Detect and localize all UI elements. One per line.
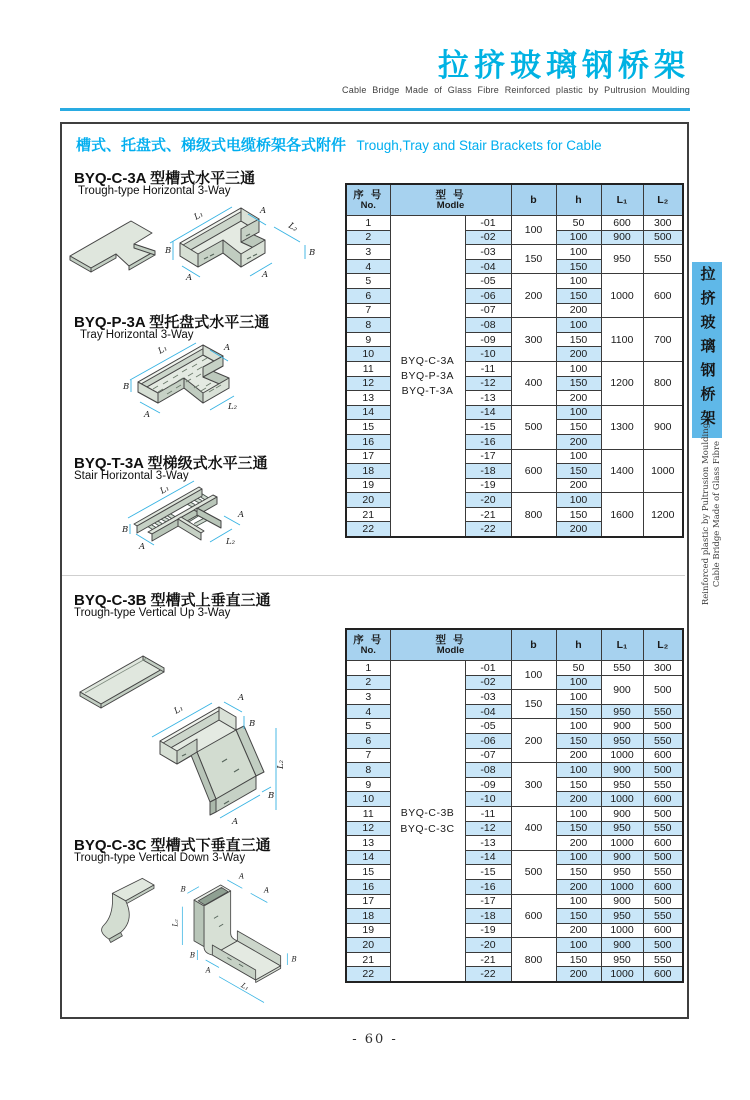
section-title-byq-c-3b: BYQ-C-3B 型槽式上垂直三通 (74, 592, 271, 609)
col-header-no: 序 号 No. (346, 184, 390, 216)
cell-b: 500 (511, 405, 556, 449)
cell-l1: 900 (601, 894, 643, 909)
cell-h: 50 (556, 661, 601, 676)
model-cell (390, 661, 465, 983)
cell-h: 200 (556, 303, 601, 318)
svg-text:A: A (186, 273, 193, 283)
cell-l1: 900 (601, 675, 643, 704)
cell-l2: 600 (643, 923, 683, 938)
sidebar-text-line1: Cable Bridge Made of Glass Fibre (712, 440, 722, 588)
cell-suffix: -20 (465, 938, 511, 953)
svg-text:L₂: L₂ (170, 919, 180, 927)
section-title-byq-p-3a: BYQ-P-3A 型托盘式水平三通 (74, 314, 270, 331)
cell-h: 150 (556, 420, 601, 435)
cell-suffix: -10 (465, 347, 511, 362)
cell-h: 150 (556, 288, 601, 303)
col-header-no: 序 号 No. (346, 629, 390, 661)
cell-suffix: -06 (465, 733, 511, 748)
cell-h: 100 (556, 493, 601, 508)
cell-l2: 550 (643, 733, 683, 748)
svg-text:A: A (144, 410, 151, 420)
cell-l2: 550 (643, 704, 683, 719)
cell-no: 18 (346, 909, 390, 924)
table-row (346, 661, 683, 676)
cell-h: 100 (556, 361, 601, 376)
isometric-drawing-tray-horizontal-3way (68, 334, 340, 446)
cell-suffix: -08 (465, 318, 511, 333)
cell-l1: 1200 (601, 361, 643, 405)
cell-h: 200 (556, 522, 601, 537)
section-subtitle-byq-c-3b: Trough-type Vertical Up 3-Way (74, 607, 231, 619)
cell-no: 17 (346, 449, 390, 464)
sidebar-tab-label: 拉挤玻璃钢桥架 (698, 266, 716, 434)
cell-h: 200 (556, 879, 601, 894)
cell-no: 19 (346, 923, 390, 938)
cell-no: 15 (346, 420, 390, 435)
cell-no: 5 (346, 719, 390, 734)
cell-l1: 950 (601, 733, 643, 748)
cell-l1: 1000 (601, 792, 643, 807)
cell-suffix: -03 (465, 690, 511, 705)
cell-h: 150 (556, 777, 601, 792)
cell-b: 600 (511, 449, 556, 493)
cell-l1: 1000 (601, 836, 643, 851)
cell-suffix: -07 (465, 748, 511, 763)
brand-subtitle-en: Cable Bridge Made of Glass Fibre Reinforced plastic by Pultrusion Moulding (342, 85, 690, 95)
cell-l1: 1000 (601, 923, 643, 938)
cell-no: 3 (346, 245, 390, 260)
cell-l1: 950 (601, 821, 643, 836)
cell-l2: 600 (643, 879, 683, 894)
section-divider (62, 575, 685, 576)
cell-suffix: -19 (465, 478, 511, 493)
cell-l1: 950 (601, 245, 643, 274)
cell-l1: 950 (601, 909, 643, 924)
cell-no: 10 (346, 347, 390, 362)
cell-no: 3 (346, 690, 390, 705)
cell-no: 2 (346, 675, 390, 690)
cell-no: 8 (346, 318, 390, 333)
cell-h: 50 (556, 216, 601, 231)
svg-text:A: A (238, 693, 245, 703)
cell-suffix: -12 (465, 821, 511, 836)
cell-no: 8 (346, 763, 390, 778)
cell-h: 150 (556, 733, 601, 748)
cell-no: 22 (346, 967, 390, 982)
cell-h: 100 (556, 894, 601, 909)
svg-text:B: B (180, 884, 186, 894)
cell-l1: 950 (601, 952, 643, 967)
cell-no: 14 (346, 850, 390, 865)
cell-no: 18 (346, 464, 390, 479)
cell-no: 1 (346, 661, 390, 676)
svg-text:B: B (249, 719, 256, 729)
section-subtitle-byq-t-3a: Stair Horizontal 3-Way (74, 470, 189, 482)
isometric-drawing-trough-horizontal-3way (62, 196, 342, 308)
sidebar-tab (692, 262, 722, 438)
cell-suffix: -05 (465, 274, 511, 289)
cell-no: 21 (346, 507, 390, 522)
cell-l2: 600 (643, 792, 683, 807)
cell-b: 150 (511, 690, 556, 719)
cell-l2: 600 (643, 274, 683, 318)
svg-text:L₁: L₁ (172, 703, 186, 717)
cell-l1: 600 (601, 216, 643, 231)
cell-h: 200 (556, 347, 601, 362)
elbow-piece-drawing (102, 878, 154, 942)
cell-suffix: -22 (465, 522, 511, 537)
cell-suffix: -08 (465, 763, 511, 778)
col-header-h: h (556, 184, 601, 216)
isometric-drawing-trough-vertical-down-3way (64, 860, 344, 1010)
svg-text:B: B (122, 525, 129, 535)
cell-suffix: -14 (465, 405, 511, 420)
col-header-b: b (511, 629, 556, 661)
cell-suffix: -11 (465, 806, 511, 821)
cell-suffix: -01 (465, 661, 511, 676)
cell-no: 11 (346, 806, 390, 821)
svg-text:B: B (291, 954, 297, 964)
dimension-lines (170, 871, 296, 1002)
cell-h: 100 (556, 806, 601, 821)
svg-text:B: B (123, 382, 130, 392)
cell-l2: 550 (643, 777, 683, 792)
cell-no: 10 (346, 792, 390, 807)
spec-table-horizontal-3way (345, 183, 684, 538)
cell-no: 16 (346, 879, 390, 894)
cell-h: 100 (556, 449, 601, 464)
svg-text:L₂: L₂ (286, 220, 300, 235)
brand-logo (342, 50, 690, 95)
svg-text:L₂: L₂ (226, 537, 236, 547)
svg-text:A: A (139, 542, 146, 552)
cell-l2: 600 (643, 748, 683, 763)
cell-h: 100 (556, 675, 601, 690)
col-header-b: b (511, 184, 556, 216)
cell-suffix: -12 (465, 376, 511, 391)
svg-text:A: A (238, 510, 245, 520)
cell-h: 200 (556, 748, 601, 763)
svg-text:B: B (189, 950, 196, 960)
cell-no: 7 (346, 303, 390, 318)
cell-l2: 500 (643, 850, 683, 865)
cell-l1: 900 (601, 230, 643, 245)
model-name: BYQ-C-3B (400, 807, 455, 820)
cell-l2: 1000 (643, 449, 683, 493)
table-header-row (346, 184, 683, 216)
cell-l1: 1000 (601, 967, 643, 982)
model-name: BYQ-P-3A (400, 370, 454, 382)
cell-suffix: -02 (465, 230, 511, 245)
cell-suffix: -16 (465, 879, 511, 894)
model-name: BYQ-C-3C (400, 822, 455, 835)
cell-h: 200 (556, 792, 601, 807)
cell-suffix: -20 (465, 493, 511, 508)
svg-text:A: A (264, 885, 270, 895)
cell-l1: 1100 (601, 318, 643, 362)
cell-l2: 1200 (643, 493, 683, 537)
cell-l2: 550 (643, 865, 683, 880)
cell-suffix: -21 (465, 507, 511, 522)
cell-l2: 500 (643, 675, 683, 704)
table-header-row (346, 629, 683, 661)
col-header-h: h (556, 629, 601, 661)
cell-l2: 550 (643, 909, 683, 924)
cell-suffix: -06 (465, 288, 511, 303)
cell-h: 200 (556, 923, 601, 938)
cell-suffix: -01 (465, 216, 511, 231)
ladder-tee-drawing (134, 487, 221, 541)
cell-h: 100 (556, 405, 601, 420)
cell-l1: 1000 (601, 879, 643, 894)
cell-h: 150 (556, 507, 601, 522)
model-cell (390, 216, 465, 538)
cell-no: 4 (346, 704, 390, 719)
cell-no: 5 (346, 274, 390, 289)
cell-h: 150 (556, 376, 601, 391)
model-name: BYQ-C-3A (400, 354, 455, 367)
svg-text:L₂: L₂ (228, 402, 238, 412)
cell-no: 1 (346, 216, 390, 231)
cell-suffix: -19 (465, 923, 511, 938)
cell-h: 150 (556, 952, 601, 967)
cell-suffix: -16 (465, 434, 511, 449)
cell-b: 100 (511, 216, 556, 245)
cover-plate-drawing (70, 221, 155, 272)
cell-suffix: -15 (465, 420, 511, 435)
page-number: - 60 - (352, 1032, 398, 1047)
cell-no: 6 (346, 733, 390, 748)
cell-l2: 800 (643, 361, 683, 405)
header-rule (60, 108, 690, 111)
svg-text:A: A (239, 871, 245, 881)
cell-suffix: -09 (465, 777, 511, 792)
cell-h: 200 (556, 967, 601, 982)
cell-l2: 550 (643, 952, 683, 967)
section-title-byq-c-3c: BYQ-C-3C 型槽式下垂直三通 (74, 837, 271, 854)
cell-l2: 300 (643, 216, 683, 231)
cell-h: 100 (556, 274, 601, 289)
svg-text:A: A (262, 270, 269, 280)
cell-h: 150 (556, 821, 601, 836)
cell-b: 100 (511, 661, 556, 690)
cell-no: 20 (346, 493, 390, 508)
cell-suffix: -11 (465, 361, 511, 376)
cell-l1: 900 (601, 938, 643, 953)
cell-no: 21 (346, 952, 390, 967)
cell-no: 6 (346, 288, 390, 303)
col-header-l1: L₁ (601, 629, 643, 661)
cell-h: 100 (556, 690, 601, 705)
svg-text:A: A (260, 206, 267, 216)
brand-title-cn: 拉挤玻璃钢桥架 (438, 48, 690, 83)
cell-h: 100 (556, 763, 601, 778)
cover-plate-drawing (80, 656, 164, 708)
cell-h: 150 (556, 704, 601, 719)
cell-h: 150 (556, 865, 601, 880)
cell-suffix: -14 (465, 850, 511, 865)
spec-table-vertical-3way (345, 628, 684, 983)
cell-suffix: -13 (465, 391, 511, 406)
cell-h: 100 (556, 850, 601, 865)
cell-suffix: -17 (465, 449, 511, 464)
svg-text:B: B (165, 246, 172, 256)
cell-suffix: -05 (465, 719, 511, 734)
svg-text:B: B (268, 791, 275, 801)
cell-no: 4 (346, 259, 390, 274)
cell-h: 200 (556, 478, 601, 493)
cell-l2: 550 (643, 821, 683, 836)
cell-suffix: -02 (465, 675, 511, 690)
page-banner (76, 134, 602, 155)
cell-b: 300 (511, 763, 556, 807)
cell-l1: 1300 (601, 405, 643, 449)
cell-l1: 1600 (601, 493, 643, 537)
col-header-model: 型 号 Modle (390, 184, 511, 216)
cell-l2: 500 (643, 763, 683, 778)
cell-h: 100 (556, 719, 601, 734)
cell-l1: 1400 (601, 449, 643, 493)
section-subtitle-byq-p-3a: Tray Horizontal 3-Way (80, 329, 194, 341)
cell-suffix: -21 (465, 952, 511, 967)
cell-l2: 550 (643, 245, 683, 274)
cell-b: 200 (511, 274, 556, 318)
sidebar-text-line2: Reinforced plastic by Pultrusion Moulding (701, 422, 711, 606)
cell-l2: 600 (643, 967, 683, 982)
cell-suffix: -15 (465, 865, 511, 880)
cell-no: 12 (346, 376, 390, 391)
cell-h: 100 (556, 230, 601, 245)
cell-l1: 950 (601, 704, 643, 719)
cell-b: 400 (511, 806, 556, 850)
isometric-drawing-stair-horizontal-3way (76, 478, 340, 574)
svg-text:A: A (224, 343, 231, 353)
cell-l2: 500 (643, 230, 683, 245)
cell-suffix: -18 (465, 464, 511, 479)
cell-h: 200 (556, 391, 601, 406)
cell-no: 17 (346, 894, 390, 909)
cell-b: 500 (511, 850, 556, 894)
banner-title-en: Trough,Tray and Stair Brackets for Cable (356, 138, 602, 153)
section-subtitle-byq-c-3c: Trough-type Vertical Down 3-Way (74, 852, 246, 864)
cell-l2: 500 (643, 806, 683, 821)
cell-l2: 600 (643, 836, 683, 851)
cell-b: 300 (511, 318, 556, 362)
cell-l1: 950 (601, 865, 643, 880)
section-subtitle-byq-c-3a: Trough-type Horizontal 3-Way (78, 185, 231, 197)
svg-text:A: A (232, 817, 239, 826)
col-header-model: 型 号 Modle (390, 629, 511, 661)
cell-l1: 950 (601, 777, 643, 792)
cell-h: 100 (556, 938, 601, 953)
cell-suffix: -10 (465, 792, 511, 807)
cell-h: 150 (556, 332, 601, 347)
cell-h: 100 (556, 245, 601, 260)
cell-no: 12 (346, 821, 390, 836)
cell-l1: 1000 (601, 748, 643, 763)
col-header-l2: L₂ (643, 184, 683, 216)
cell-l2: 500 (643, 719, 683, 734)
cell-suffix: -04 (465, 704, 511, 719)
cell-no: 9 (346, 777, 390, 792)
cell-b: 150 (511, 245, 556, 274)
col-header-l1: L₁ (601, 184, 643, 216)
cell-b: 800 (511, 493, 556, 537)
cell-no: 22 (346, 522, 390, 537)
svg-text:A: A (205, 965, 211, 975)
cell-b: 200 (511, 719, 556, 763)
svg-text:B: B (309, 248, 316, 258)
cell-l2: 500 (643, 938, 683, 953)
svg-text:L₁: L₁ (158, 483, 172, 497)
cell-suffix: -04 (465, 259, 511, 274)
svg-text:L₁: L₁ (192, 209, 206, 223)
isometric-drawing-trough-vertical-up-3way (64, 626, 344, 826)
cell-l2: 500 (643, 894, 683, 909)
cell-l1: 900 (601, 850, 643, 865)
cell-l2: 700 (643, 318, 683, 362)
cell-h: 200 (556, 836, 601, 851)
cell-h: 150 (556, 464, 601, 479)
cell-no: 2 (346, 230, 390, 245)
cell-b: 400 (511, 361, 556, 405)
cell-no: 13 (346, 836, 390, 851)
cell-suffix: -07 (465, 303, 511, 318)
cell-suffix: -09 (465, 332, 511, 347)
table-row (346, 216, 683, 231)
svg-text:L₁: L₁ (239, 980, 251, 993)
svg-text:L₂: L₂ (276, 759, 286, 769)
cell-h: 150 (556, 259, 601, 274)
cell-suffix: -17 (465, 894, 511, 909)
cell-no: 19 (346, 478, 390, 493)
cell-no: 15 (346, 865, 390, 880)
svg-text:L₁: L₁ (156, 343, 170, 357)
cell-b: 800 (511, 938, 556, 982)
cell-l1: 550 (601, 661, 643, 676)
model-name: BYQ-T-3A (401, 385, 454, 398)
section-title-byq-t-3a: BYQ-T-3A 型梯级式水平三通 (74, 455, 268, 472)
cell-no: 7 (346, 748, 390, 763)
cell-h: 200 (556, 434, 601, 449)
cell-suffix: -22 (465, 967, 511, 982)
cell-l1: 900 (601, 806, 643, 821)
cell-suffix: -18 (465, 909, 511, 924)
cell-l2: 900 (643, 405, 683, 449)
cell-l1: 900 (601, 763, 643, 778)
cell-l1: 900 (601, 719, 643, 734)
cell-no: 11 (346, 361, 390, 376)
col-header-l2: L₂ (643, 629, 683, 661)
cell-h: 100 (556, 318, 601, 333)
cell-no: 9 (346, 332, 390, 347)
cell-no: 16 (346, 434, 390, 449)
cell-b: 600 (511, 894, 556, 938)
cell-suffix: -13 (465, 836, 511, 851)
cell-no: 13 (346, 391, 390, 406)
section-title-byq-c-3a: BYQ-C-3A 型槽式水平三通 (74, 170, 256, 187)
cell-l1: 1000 (601, 274, 643, 318)
cell-l2: 300 (643, 661, 683, 676)
banner-title-cn: 槽式、托盘式、梯级式电缆桥架各式附件 (76, 137, 347, 154)
cell-h: 150 (556, 909, 601, 924)
cell-no: 20 (346, 938, 390, 953)
cell-no: 14 (346, 405, 390, 420)
cell-suffix: -03 (465, 245, 511, 260)
